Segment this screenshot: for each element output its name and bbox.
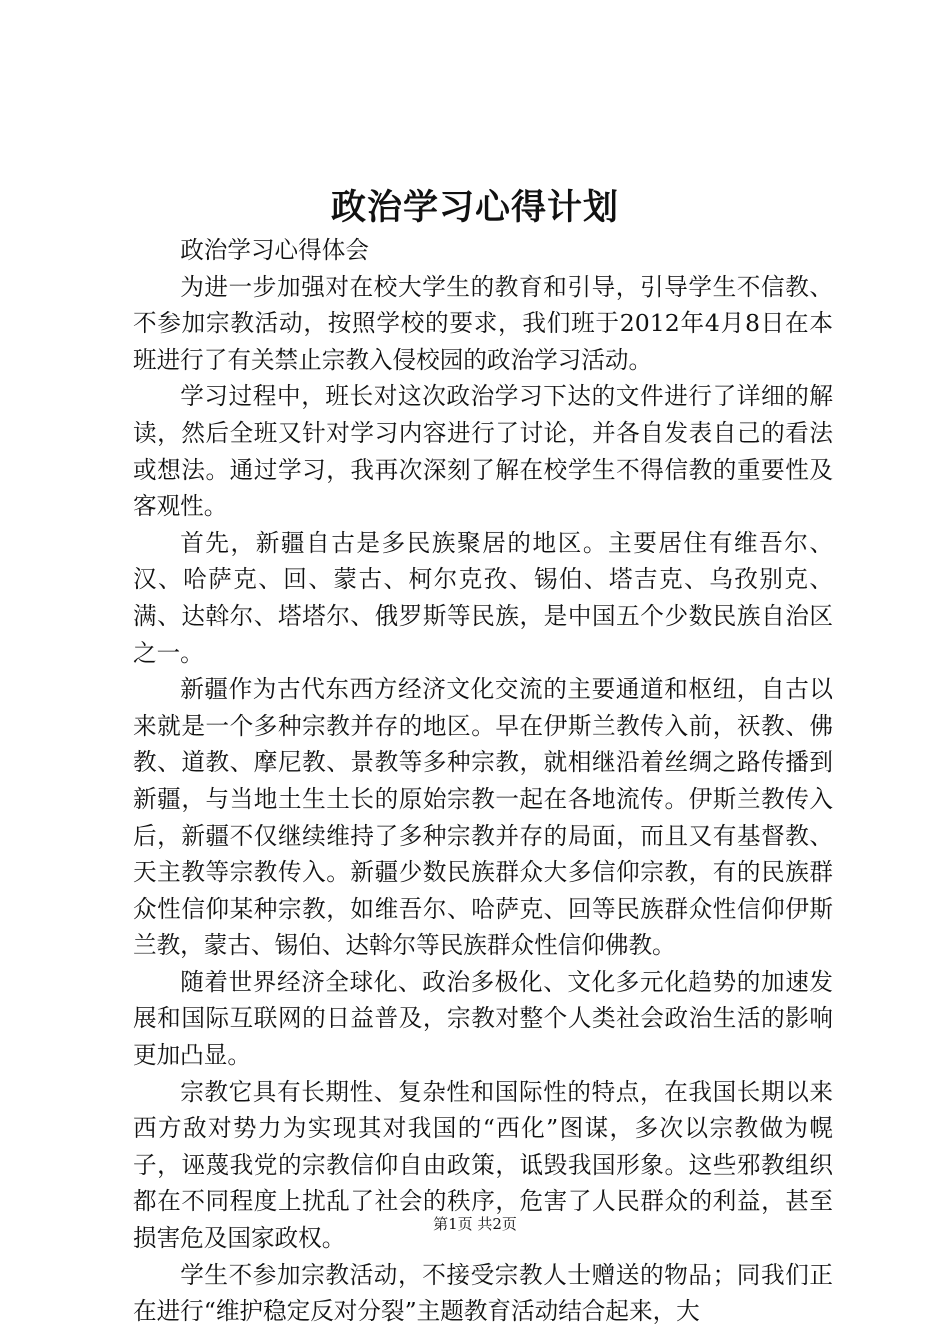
paragraph: 首先，新疆自古是多民族聚居的地区。主要居住有维吾尔、汉、哈萨克、回、蒙古、柯尔克孜、锡伯、塔吉克、乌孜别克、满、达斡尔、塔塔尔、俄罗斯等民族，是中国五个少数民族自治区之一。	[133, 528, 833, 667]
paragraph: 宗教它具有长期性、复杂性和国际性的特点，在我国长期以来西方敌对势力为实现其对我国的“西化”图谋，多次以宗教做为幌子，诬蔑我党的宗教信仰自由政策，诋毁我国形象。这些邪教组织都在不同程度上扰乱了社会的秩序，危害了人民群众的利益，甚至损害危及国家政权。	[133, 1077, 833, 1253]
paragraph: 随着世界经济全球化、政治多极化、文化多元化趋势的加速发展和国际互联网的日益普及，宗教对整个人类社会政治生活的影响更加凸显。	[133, 967, 833, 1070]
document-title: 政治学习心得计划	[330, 187, 619, 228]
document-body	[133, 232, 833, 1330]
paragraph-subtitle: 政治学习心得体会	[180, 236, 369, 264]
paragraph: 学生不参加宗教活动，不接受宗教人士赠送的物品；同我们正在进行“维护稳定反对分裂”主题教育活动结合起来，大	[133, 1260, 833, 1326]
paragraph: 学习过程中，班长对这次政治学习下达的文件进行了详细的解读，然后全班又针对学习内容进行了讨论，并各自发表自己的看法或想法。通过学习，我再次深刻了解在校学生不得信教的重要性及客观性。	[133, 382, 833, 521]
paragraph: 新疆作为古代东西方经济文化交流的主要通道和枢纽，自古以来就是一个多种宗教并存的地区。早在伊斯兰教传入前，祆教、佛教、道教、摩尼教、景教等多种宗教，就相继沿着丝绸之路传播到新疆，与当地土生土长的原始宗教一起在各地流传。伊斯兰教传入后，新疆不仅继续维持了多种宗教并存的局面，而且又有基督教、天主教等宗教传入。新疆少数民族群众大多信仰宗教，有的民族群众性信仰某种宗教，如维吾尔、哈萨克、回等民族群众性信仰伊斯兰教，蒙古、锡伯、达斡尔等民族群众性信仰佛教。	[133, 675, 833, 960]
paragraph: 为进一步加强对在校大学生的教育和引导，引导学生不信教、不参加宗教活动，按照学校的要求，我们班于2012年4月8日在本班进行了有关禁止宗教入侵校园的政治学习活动。	[133, 272, 833, 374]
page-footer: 第1页 共2页	[433, 1215, 517, 1233]
